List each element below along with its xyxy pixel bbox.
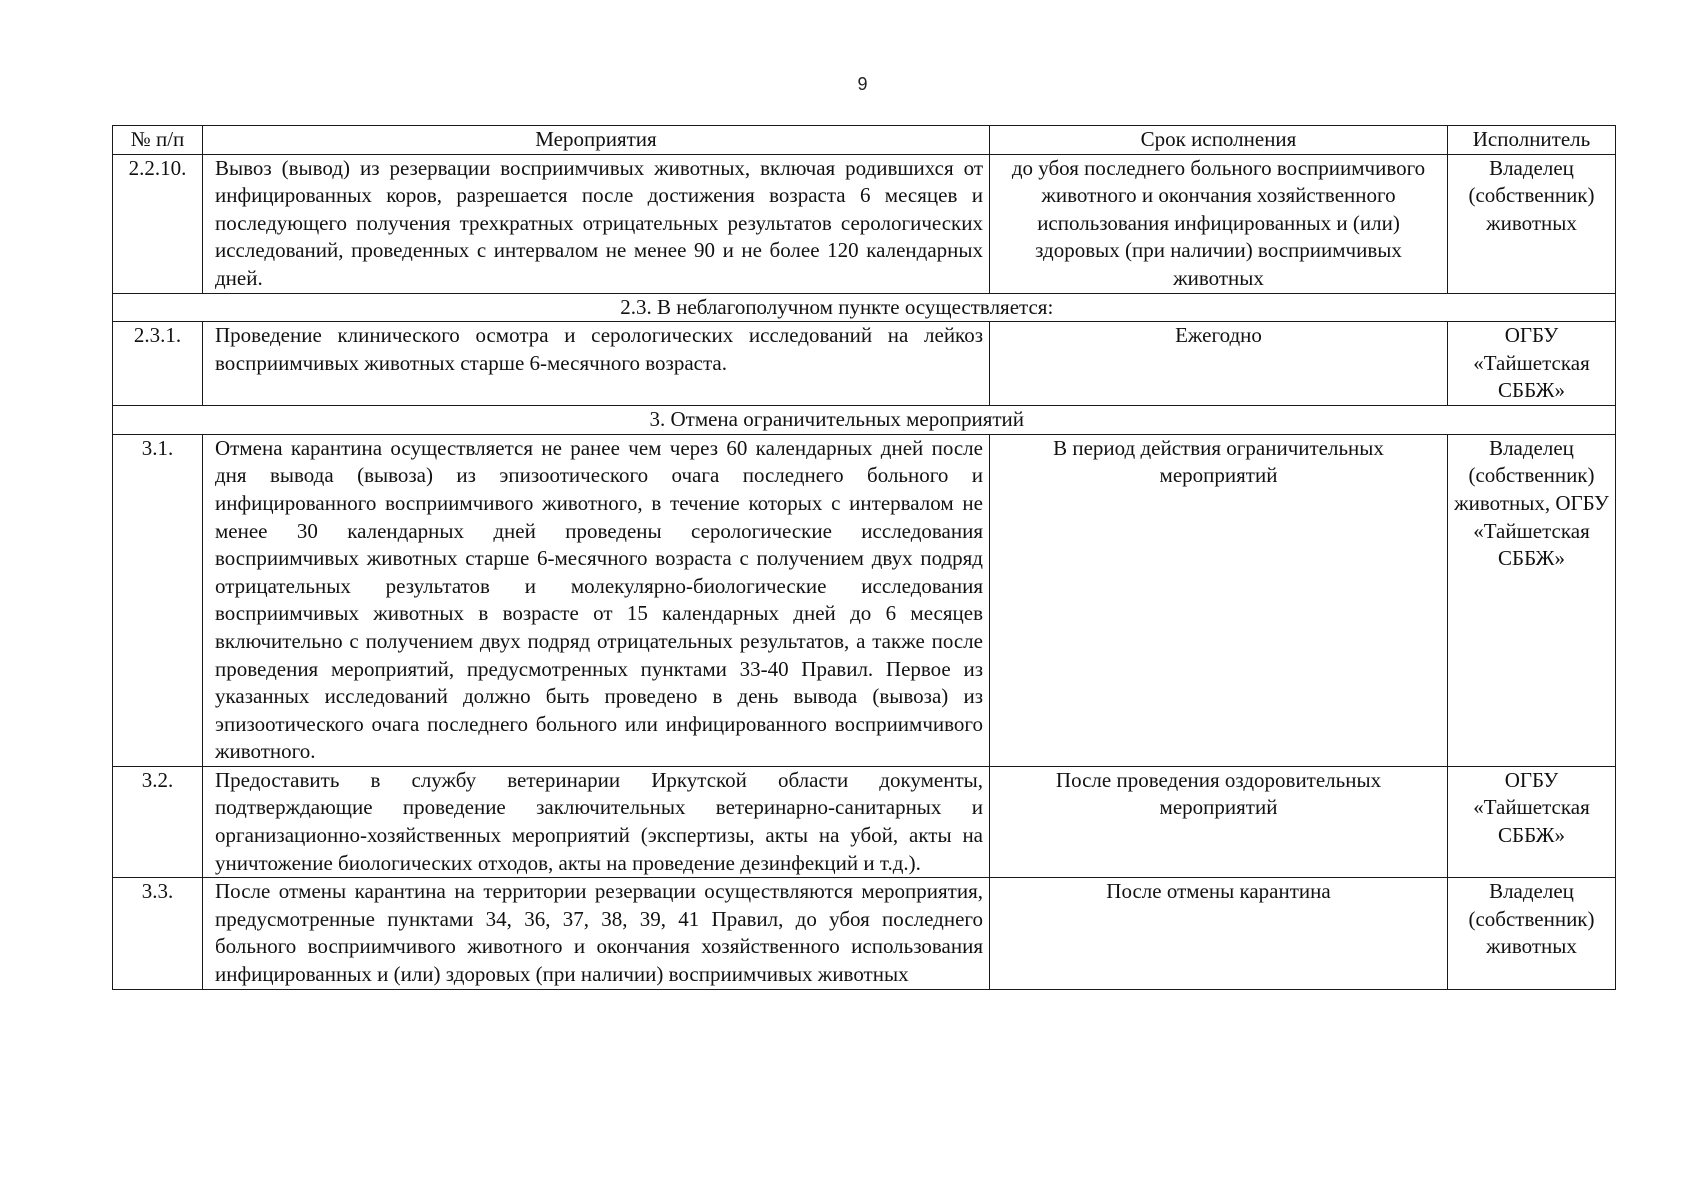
page-number: 9 xyxy=(857,74,868,94)
row-executor: Владелец (собственник) животных, ОГБУ «Тайшетская СББЖ» xyxy=(1448,434,1616,766)
header-executor: Исполнитель xyxy=(1448,126,1616,155)
row-number: 3.1. xyxy=(113,434,203,766)
section-spacer xyxy=(113,406,203,435)
table-row xyxy=(113,434,1616,766)
table-row xyxy=(113,878,1616,989)
section-heading-2-3: 2.3. В неблагополучном пункте осуществляется: xyxy=(203,293,1616,322)
row-activity: Предоставить в службу ветеринарии Иркутской области документы, подтверждающие проведение заключительных ветеринарно-санитарных и организационно-хозяйственных мероприятий (экспертизы, акты на убой, акты на уничтожение биологических отходов, акты на проведение дезинфекций и т.д.). xyxy=(203,766,990,877)
section-row xyxy=(113,293,1616,322)
measures-table xyxy=(112,125,1616,990)
table-header-row xyxy=(113,126,1616,155)
header-deadline: Срок исполнения xyxy=(990,126,1448,155)
row-number: 2.2.10. xyxy=(113,154,203,293)
row-executor: ОГБУ «Тайшетская СББЖ» xyxy=(1448,322,1616,406)
table-row xyxy=(113,766,1616,877)
row-deadline: После проведения оздоровительных мероприятий xyxy=(990,766,1448,877)
row-deadline: до убоя последнего больного восприимчивого животного и окончания хозяйственного использования инфицированных и (или) здоровых (при наличии) восприимчивых животных xyxy=(990,154,1448,293)
row-number: 3.3. xyxy=(113,878,203,989)
table-row xyxy=(113,322,1616,406)
row-activity: После отмены карантина на территории резервации осуществляются мероприятия, предусмотренные пунктами 34, 36, 37, 38, 39, 41 Правил, до убоя последнего больного восприимчивого животного и окончания хозяйственного использования инфицированных и (или) здоровых (при наличии) восприимчивых животных xyxy=(203,878,990,989)
row-deadline: После отмены карантина xyxy=(990,878,1448,989)
header-activity: Мероприятия xyxy=(203,126,990,155)
row-number: 2.3.1. xyxy=(113,322,203,406)
row-activity: Вывоз (вывод) из резервации восприимчивых животных, включая родившихся от инфицированных коров, разрешается после достижения возраста 6 месяцев и последующего получения трехкратных отрицательных результатов серологических исследований, проведенных с интервалом не менее 90 и не более 120 календарных дней. xyxy=(203,154,990,293)
table-row xyxy=(113,154,1616,293)
section-heading-3: 3. Отмена ограничительных мероприятий xyxy=(203,406,1616,435)
section-spacer xyxy=(113,293,203,322)
row-activity: Отмена карантина осуществляется не ранее чем через 60 календарных дней после дня вывода (вывоза) из эпизоотического очага последнего больного и инфицированного восприимчивого животного, в течение которых с интервалом не менее 30 календарных дней проведены серологические исследования восприимчивых животных старше 6-месячного возраста с получением двух подряд отрицательных результатов и молекулярно-биологические исследования восприимчивых животных в возрасте от 15 календарных дней до 6 месяцев включительно с получением двух подряд отрицательных результатов, а также после проведения мероприятий, предусмотренных пунктами 33-40 Правил. Первое из указанных исследований должно быть проведено в день вывода (вывоза) из эпизоотического очага последнего больного или инфицированного восприимчивого животного. xyxy=(203,434,990,766)
row-deadline: Ежегодно xyxy=(990,322,1448,406)
row-executor: Владелец (собственник) животных xyxy=(1448,878,1616,989)
row-executor: Владелец (собственник) животных xyxy=(1448,154,1616,293)
row-activity: Проведение клинического осмотра и серологических исследований на лейкоз восприимчивых животных старше 6-месячного возраста. xyxy=(203,322,990,406)
header-num: № п/п xyxy=(113,126,203,155)
row-number: 3.2. xyxy=(113,766,203,877)
row-executor: ОГБУ «Тайшетская СББЖ» xyxy=(1448,766,1616,877)
section-row xyxy=(113,406,1616,435)
row-deadline: В период действия ограничительных мероприятий xyxy=(990,434,1448,766)
